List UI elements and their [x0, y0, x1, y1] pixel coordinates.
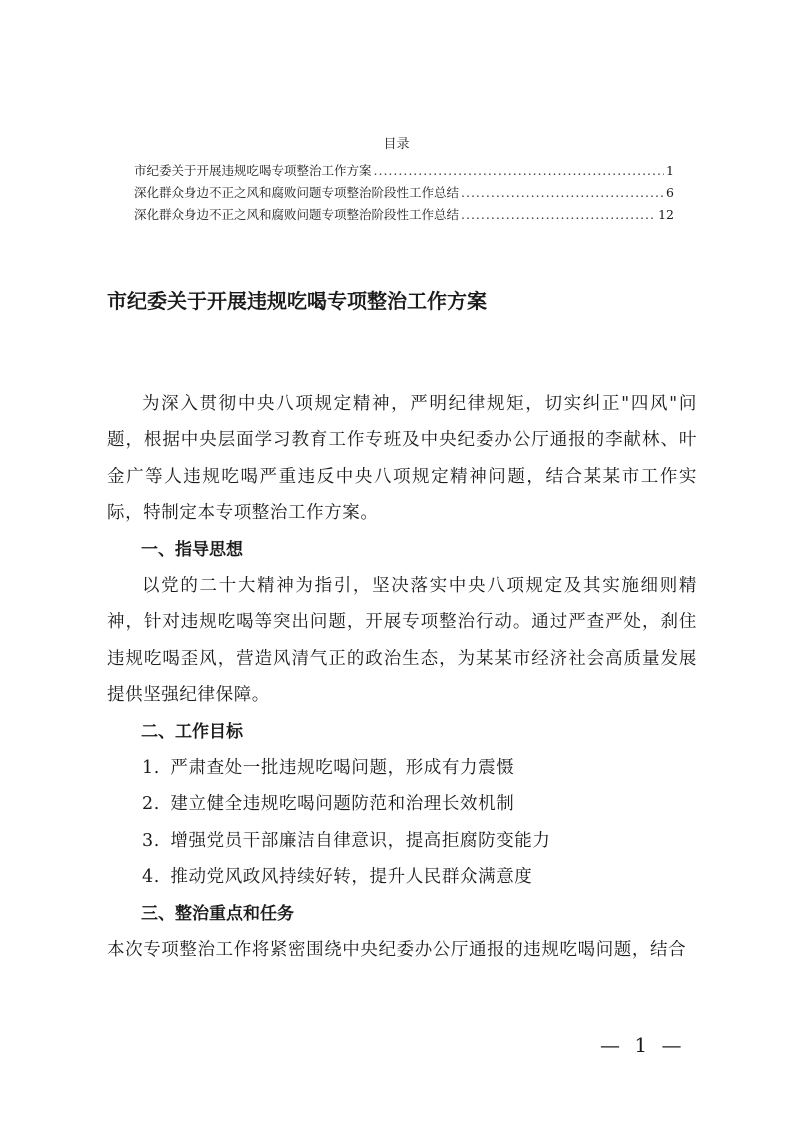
section-paragraph-guiding-ideology: 以党的二十大精神为指引，坚决落实中央八项规定及其实施细则精神，针对违规吃喝等突出问题，开展专项整治行动。通过严查严处，刹住违规吃喝歪风，营造风清气正的政治生态，为某某市经济社会高质量发展提供坚强纪律保障。	[107, 576, 697, 706]
goal-number: 4.	[142, 867, 160, 888]
document-title: 市纪委关于开展违规吃喝专项整治工作方案	[107, 289, 487, 313]
goal-number: 2.	[142, 794, 160, 815]
goal-list-item	[107, 823, 697, 859]
section-paragraph-key-tasks: 本次专项整治工作将紧密围绕中央纪委办公厅通报的违规吃喝问题，结合	[107, 940, 687, 961]
goal-number: 1.	[142, 758, 160, 779]
toc-entry-title: 深化群众身边不正之风和腐败问题专项整治阶段性工作总结	[134, 207, 460, 222]
goal-text: 推动党风政风持续好转，提升人民群众满意度	[170, 867, 533, 888]
toc-entry[interactable]	[134, 204, 674, 226]
toc-entry-page: 1	[666, 163, 674, 178]
document-body	[107, 386, 697, 969]
page-number: — 1 —	[600, 1033, 686, 1057]
section-heading-guiding-ideology: 一、指导思想	[141, 539, 243, 560]
goal-text: 严肃查处一批违规吃喝问题，形成有力震慑	[170, 758, 515, 779]
goal-text: 增强党员干部廉洁自律意识，提高拒腐防变能力	[170, 830, 551, 851]
section-heading-work-goals: 二、工作目标	[141, 721, 243, 742]
toc-dot-leader	[461, 182, 664, 204]
goal-number: 3.	[142, 830, 160, 851]
toc-dot-leader	[461, 204, 656, 226]
goal-list-item	[107, 859, 697, 895]
toc-entry-page: 12	[658, 207, 674, 222]
toc-entry[interactable]	[134, 182, 674, 204]
toc-entry-title: 深化群众身边不正之风和腐败问题专项整治阶段性工作总结	[134, 185, 460, 200]
toc-dot-leader	[374, 160, 665, 182]
goal-list-item	[107, 750, 697, 786]
section-heading-key-tasks: 三、整治重点和任务	[141, 903, 294, 924]
toc-entry-page: 6	[666, 185, 674, 200]
intro-paragraph: 为深入贯彻中央八项规定精神，严明纪律规矩，切实纠正"四风"问题，根据中央层面学习教育工作专班及中央纪委办公厅通报的李献林、叶金广等人违规吃喝严重违反中央八项规定精神问题，结合某某市工作实际，特制定本专项整治工作方案。	[107, 394, 697, 524]
table-of-contents	[134, 160, 674, 226]
goal-text: 建立健全违规吃喝问题防范和治理长效机制	[170, 794, 515, 815]
toc-title: 目录	[383, 137, 410, 152]
toc-entry[interactable]	[134, 160, 674, 182]
toc-entry-title: 市纪委关于开展违规吃喝专项整治工作方案	[134, 163, 372, 178]
goal-list-item	[107, 786, 697, 822]
